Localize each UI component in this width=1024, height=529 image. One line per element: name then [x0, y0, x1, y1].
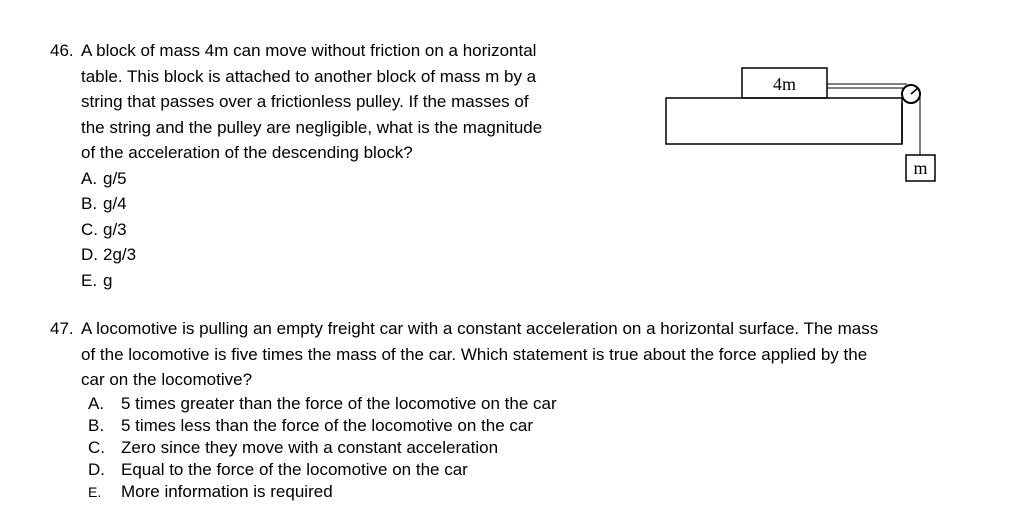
- answer-option-d[interactable]: [88, 459, 557, 481]
- option-letter: B.: [88, 416, 105, 435]
- option-letter: C.: [88, 438, 105, 457]
- block-4m-label: 4m: [772, 74, 797, 94]
- question-47-options: [88, 393, 557, 503]
- option-text: 5 times less than the force of the locomotive on the car: [121, 416, 533, 435]
- answer-option-a[interactable]: [88, 393, 557, 415]
- option-text: Equal to the force of the locomotive on the car: [121, 460, 468, 479]
- option-letter: E.: [81, 270, 98, 290]
- answer-option-c[interactable]: [88, 437, 557, 459]
- option-letter: A.: [81, 168, 98, 188]
- question-text-line: car on the locomotive?: [81, 370, 253, 389]
- question-46: [50, 38, 610, 293]
- question-text-line: string that passes over a frictionless pulley. If the masses of: [81, 92, 529, 111]
- question-text-line: of the locomotive is five times the mass of the car. Which statement is true about the force applied by the: [81, 344, 868, 364]
- option-text: g/3: [103, 219, 127, 239]
- option-letter: A.: [88, 394, 105, 413]
- option-text: More information is required: [121, 482, 333, 501]
- answer-option-a[interactable]: [50, 166, 610, 192]
- option-letter: C.: [81, 219, 98, 239]
- option-text: Zero since they move with a constant acceleration: [121, 438, 499, 457]
- option-letter: B.: [81, 194, 98, 213]
- option-text: 5 times greater than the force of the locomotive on the car: [121, 394, 557, 413]
- option-letter: D.: [88, 460, 105, 479]
- answer-option-d[interactable]: [50, 242, 610, 268]
- option-text: g/5: [103, 168, 127, 188]
- question-number: 47.: [50, 319, 74, 338]
- answer-option-b[interactable]: [88, 415, 557, 437]
- question-47: [50, 316, 1000, 393]
- option-letter: E.: [88, 484, 102, 500]
- question-text-line: table. This block is attached to another block of mass m by a: [81, 66, 537, 86]
- answer-option-e[interactable]: [50, 268, 610, 294]
- pulley-diagram: [660, 62, 950, 192]
- option-text: g: [103, 270, 113, 290]
- question-text-line: A block of mass 4m can move without friction on a horizontal: [81, 41, 537, 60]
- question-text-line: of the acceleration of the descending block?: [81, 143, 413, 162]
- question-46-first-line: [50, 38, 610, 64]
- option-letter: D.: [81, 245, 98, 264]
- question-text-line: the string and the pulley are negligible, what is the magnitude: [81, 117, 543, 137]
- table: [666, 98, 902, 144]
- answer-option-c[interactable]: [50, 217, 610, 243]
- question-text-line: A locomotive is pulling an empty freight car with a constant acceleration on a horizontal surface. The mass: [81, 319, 879, 338]
- answer-option-e[interactable]: [88, 481, 557, 503]
- question-number: 46.: [50, 41, 74, 60]
- answer-option-b[interactable]: [50, 191, 610, 217]
- question-47-first-line: [50, 316, 1000, 342]
- option-text: g/4: [103, 194, 127, 213]
- option-text: 2g/3: [103, 245, 137, 264]
- block-m-label: m: [913, 158, 928, 178]
